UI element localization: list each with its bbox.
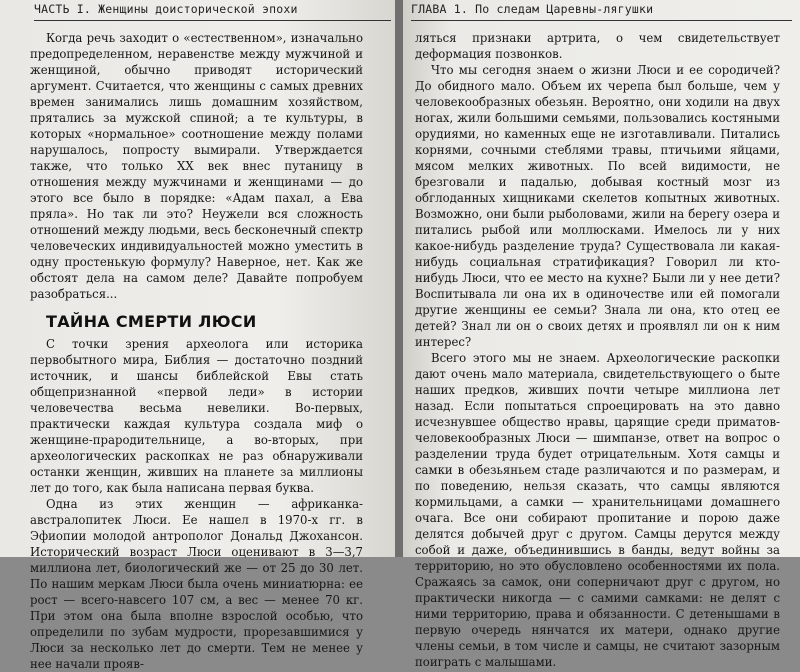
intro-paragraph: Когда речь заходит о «естественном», изначально предопределенном, неравенстве между мужчиной и женщиной, обычно приводят исторический аргумент. Считается, что женщины с самых древних времен занимались лишь домашним хозяйством, прятались за мужской спиной; а те культуры, в которых «нормальное» соотношение между полами нарушалось, попросту вымирали. Утверждается также, что только XX век внес путаницу в отношения между мужчинами и женщинами — до этого все было в порядке: «Адам пахал, а Ева пряла». Но так ли это? Неужели вся сложность отношений между людьми, весь бесконечный спектр человеческих индивидуальностей можно уместить в одну простенькую формулу? Наверное, нет. Как же обстоят дела на самом деле? Давайте попробуем разобраться... [30,31,363,301]
continued-paragraph: ляться признаки артрита, о чем свидетельствует деформация позвонков. [415,31,780,61]
left-page [0,0,397,671]
body-paragraph: Всего этого мы не знаем. Археологические раскопки дают очень мало материала, свидетельствующего о быте наших предков, живших почти четыре миллиона лет назад. Если попытаться спроецировать на это давно исчезнувшее общество нравы, царящие среди приматов-человекообразных Люси — шимпанзе, ответ на вопрос о разделении труда будет отрицательным. Хотя самцы и самки в обезьяньем стаде различаются и по размерам, и по поведению, нельзя сказать, что самцы являются кормильцами, а самки — хранительницами домашнего очага. Все они собирают пропитание и порою даже делятся добычей друг с другом. Самцы дерутся между собой и даже, объединившись в банды, ведут войны за территорию, но это обусловлено особенностями их пола. Сражаясь за самок, они соперничают друг с другом, но практически никогда — с самими самками: не делят с ними территорию, права и обязанности. С детенышами в первую очередь нянчатся их матери, однако другие члены семьи, в том числе и самцы, не считают зазорным поиграть с малышами. [415,351,780,669]
chapter-title: ГЛАВА 1. По следам Царевны-лягушки [411,2,654,16]
running-header-left [34,2,391,21]
body-paragraph: С точки зрения археолога или историка первобытного мира, Библия — достаточно поздний источник, и шансы библейской Евы стать общепризнанной «первой леди» в истории человечества весьма невелики. Во-первых, практически каждая культура создала миф о женщине-прародительнице, а во-вторых, при археологических раскопках не раз обнаруживали останки женщин, живших на планете за миллионы лет до того, как была написана первая буква. [30,337,363,495]
right-page [403,0,800,669]
running-header-right [411,2,792,21]
left-page-body [30,30,363,672]
body-paragraph: Что мы сегодня знаем о жизни Люси и ее сородичей? До обидного мало. Объем их черепа был больше, чем у человекообразных обезьян. Вероятно, они ходили на двух ногах, жили большими семьями, пользовались костяными орудиями, но каменных еще не изготавливали. Питались корнями, сочными стеблями травы, птичьими яйцами, мясом мелких животных. По всей видимости, не брезговали и падалью, добывая костный мозг из обглоданных хищниками скелетов копытных животных. Возможно, они были рыболовами, жили на берегу озера и питались рыбой или моллюсками. Имелось ли у них какое-нибудь разделение труда? Существовала ли какая-нибудь социальная стратификация? Говорил ли кто-нибудь Люси, что ее место на кухне? Были ли у нее дети? Воспитывала ли она их в одиночестве или ей помогали другие женщины ее семьи? Знала ли она, кто отец ее детей? Знал ли он о своих детях и проявлял ли он к ним интерес? [415,63,780,349]
body-paragraph: Одна из этих женщин — африканка-австралопитек Люси. Ее нашел в 1970-х гг. в Эфиопии молодой антрополог Дональд Джохансон. Исторический возраст Люси оценивают в 3—3,7 миллиона лет, биологический же — от 25 до 30 лет. По нашим меркам Люси была очень миниатюрна: ее рост — всего-навсего 107 см, а вес — менее 70 кг. При этом она была вполне взрослой особью, что определили по зубам мудрости, прорезавшимися у Люси за несколько лет до смерти. Тем не менее у нее начали прояв- [30,497,363,671]
part-title: ЧАСТЬ I. Женщины доисторической эпохи [34,2,298,16]
section-heading: ТАЙНА СМЕРТИ ЛЮСИ [46,312,257,331]
right-page-body [415,30,780,670]
